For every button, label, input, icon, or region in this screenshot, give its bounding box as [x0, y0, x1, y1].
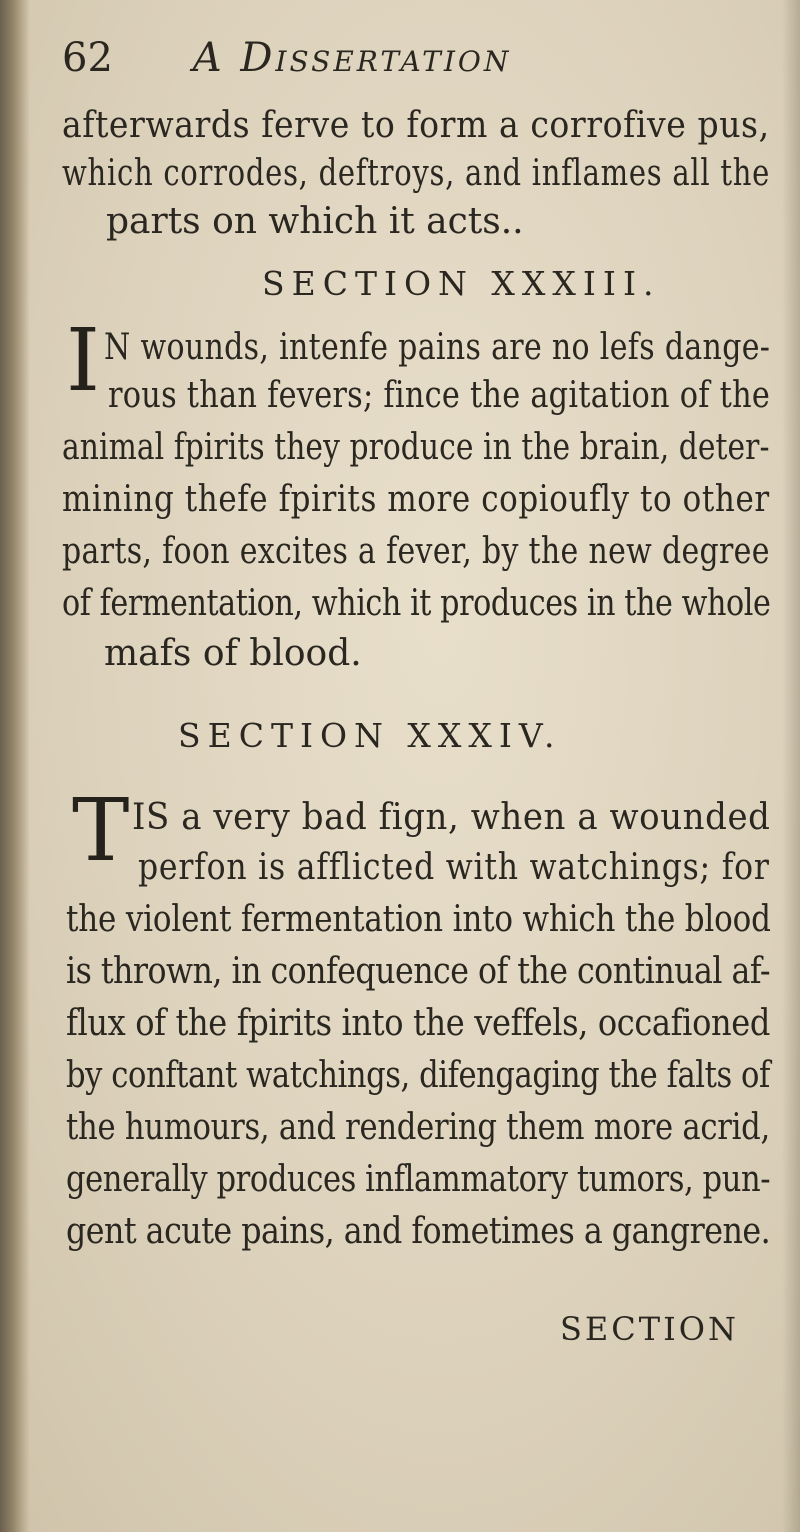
text-line: the violent fermentation into which the blood [66, 899, 771, 940]
text-line: generally produces inflammatory tumors, pun- [66, 1159, 771, 1200]
text-line: rous than fevers; fince the agitation of the [108, 375, 771, 416]
text-line: the humours, and rendering them more acrid, [66, 1107, 770, 1148]
page-edge-shadow [782, 0, 800, 1532]
text-line: IS a very bad fign, when a wounded [132, 797, 771, 838]
drop-cap: T [72, 781, 130, 881]
drop-cap: I [66, 311, 100, 411]
section-heading: SECTION XXXIII. [262, 264, 661, 303]
text-line: flux of the fpirits into the veffels, occafioned [66, 1003, 771, 1044]
text-line: afterwards ferve to form a corrofive pus, [62, 105, 770, 146]
text-line: parts, foon excites a fever, by the new degree [62, 531, 770, 572]
section-heading: SECTION XXXIV. [178, 716, 562, 755]
text-line: animal fpirits they produce in the brain, deter- [62, 427, 770, 468]
text-line: mafs of blood. [104, 633, 362, 674]
text-line: perfon is afflicted with watchings; for [138, 847, 770, 888]
page-gutter-shadow [0, 0, 30, 1532]
running-title: A Dissertation [192, 35, 512, 81]
page-header [62, 34, 511, 82]
text-line: is thrown, in confequence of the continual af- [66, 951, 771, 992]
text-line: by conftant watchings, difengaging the falts of [66, 1055, 770, 1096]
text-line: mining thefe fpirits more copioufly to other [62, 479, 770, 520]
text-line: N wounds, intenfe pains are no lefs dange- [104, 327, 771, 368]
text-line: gent acute pains, and fometimes a gangrene. [66, 1211, 771, 1252]
text-line: of fermentation, which it produces in the whole [62, 583, 771, 624]
text-line: parts on which it acts.. [106, 201, 524, 242]
page-number: 62 [62, 35, 113, 81]
text-line: which corrodes, deftroys, and inflames all the [62, 153, 771, 194]
catchword: SECTION [560, 1310, 739, 1348]
